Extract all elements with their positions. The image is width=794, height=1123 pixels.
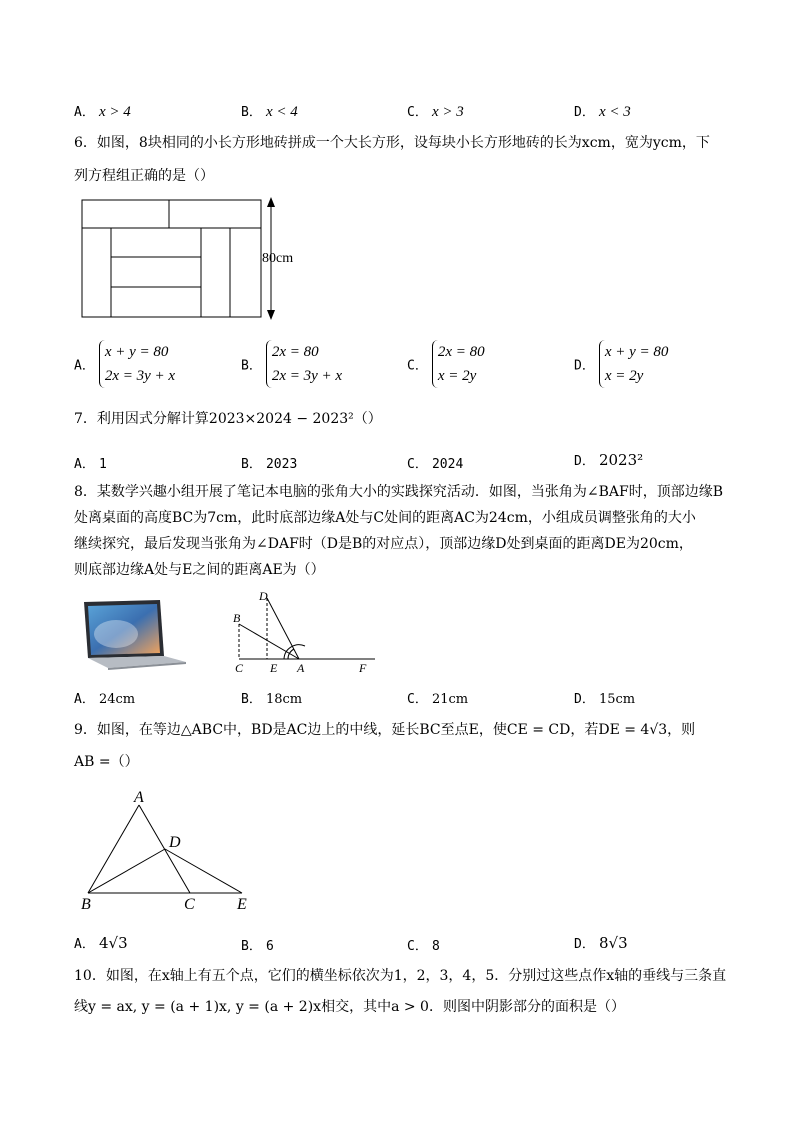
q9-stem-line1: 9．如图，在等边△ABC中，BD是AC边上的中线，延长BC至点E，使CE = CD，若DE = 4√3，则 bbox=[74, 722, 696, 738]
label-b: B bbox=[233, 611, 241, 625]
label-e: E bbox=[270, 661, 278, 675]
q6-tile-figure bbox=[78, 195, 318, 325]
q7-option-c: C． 2024 bbox=[407, 457, 464, 472]
q5-option-d: D． x < 3 bbox=[574, 104, 631, 120]
q9-option-a: A． 4√3 bbox=[74, 934, 128, 952]
label-c: C bbox=[235, 661, 244, 675]
q9-stem-line2: AB =（） bbox=[74, 754, 139, 770]
q5-option-b: B． x < 4 bbox=[241, 104, 298, 120]
q6-option-a: A．x + y = 80 2x = 3y + x bbox=[74, 340, 175, 388]
label-c: C bbox=[184, 896, 195, 913]
q7-stem: 7．利用因式分解计算2023×2024 − 2023²（） bbox=[74, 411, 382, 427]
arrow-up-icon bbox=[267, 197, 275, 207]
q6-option-c: C．2x = 80 x = 2y bbox=[407, 340, 485, 388]
q8-option-a: A． 24cm bbox=[74, 692, 136, 707]
q6-stem-line2: 列方程组正确的是（） bbox=[74, 168, 214, 184]
q6-stem-line1: 6．如图，8块相同的小长方形地砖拼成一个大长方形，设每块小长方形地砖的长为xcm，宽为ycm，下 bbox=[74, 135, 710, 151]
q6-option-d: D．x + y = 80 x = 2y bbox=[574, 340, 668, 388]
q7-option-a: A． 1 bbox=[74, 457, 107, 472]
q8-geometry-figure bbox=[225, 588, 385, 678]
q5-option-a: A． x > 4 bbox=[74, 104, 131, 120]
label-b: B bbox=[81, 896, 91, 913]
outer-rectangle bbox=[82, 200, 261, 317]
q8-option-c: C． 21cm bbox=[407, 692, 469, 707]
q10-stem-line1: 10．如图，在x轴上有五个点，它们的横坐标依次为1，2，3，4，5．分别过这些点作x轴的垂线与三条直 bbox=[74, 968, 727, 984]
q8-stem-line4: 则底部边缘A处与E之间的距离AE为（） bbox=[74, 562, 325, 578]
q8-option-d: D． 15cm bbox=[574, 692, 636, 707]
label-a: A bbox=[297, 661, 305, 675]
q8-stem-line1: 8．某数学兴趣小组开展了笔记本电脑的张角大小的实践探究活动．如图，当张角为∠BAF时，顶部边缘B bbox=[74, 484, 724, 500]
q9-option-b: B． 6 bbox=[241, 939, 274, 954]
dimension-label: 80cm bbox=[262, 251, 294, 266]
q8-stem-line3: 继续探究，最后发现当张角为∠DAF时（D是B的对应点），顶部边缘D处到桌面的距离DE为20cm， bbox=[74, 536, 693, 552]
label-a: A bbox=[134, 789, 144, 806]
laptop-photo bbox=[78, 598, 190, 672]
arrow-down-icon bbox=[267, 310, 275, 320]
q9-triangle-figure bbox=[78, 785, 258, 915]
q7-option-b: B． 2023 bbox=[241, 457, 298, 472]
label-d: D bbox=[259, 589, 268, 603]
q8-option-b: B． 18cm bbox=[241, 692, 303, 707]
label-e: E bbox=[237, 896, 247, 913]
q9-option-c: C． 8 bbox=[407, 939, 440, 954]
q10-stem-line2: 线y = ax, y = (a + 1)x, y = (a + 2)x相交，其中a > 0．则图中阴影部分的面积是（） bbox=[74, 999, 625, 1015]
label-f: F bbox=[359, 661, 367, 675]
q7-option-d: D． 2023² bbox=[574, 451, 644, 469]
label-d: D bbox=[169, 834, 181, 851]
q5-option-c: C． x > 3 bbox=[407, 104, 464, 120]
q9-option-d: D． 8√3 bbox=[574, 934, 628, 952]
q8-stem-line2: 处离桌面的高度BC为7cm，此时底部边缘A处与C处间的距离AC为24cm，小组成员调整张角的大小 bbox=[74, 510, 696, 526]
q6-option-b: B．2x = 80 2x = 3y + x bbox=[241, 340, 342, 388]
